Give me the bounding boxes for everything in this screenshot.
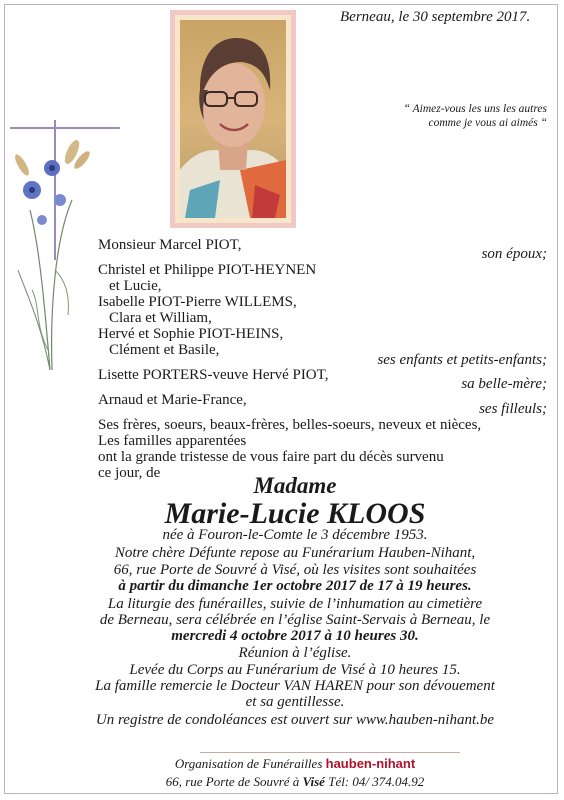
family-line: Arnaud et Marie-France, [98,392,247,408]
family-line: Clara et William, [109,310,212,326]
footer-organisation [60,756,530,772]
family-line: ce jour, de [98,465,161,481]
portrait-photo-frame [170,10,296,228]
detail-line: Levée du Corps au Funérarium de Visé à 10 heures 15. [129,662,461,678]
footer-divider [200,752,460,753]
detail-line: Réunion à l’église. [238,645,352,661]
family-relation: ses filleuls; [479,401,547,417]
family-relation: ses enfants et petits-enfants; [377,352,547,368]
family-line: Isabelle PIOT-Pierre WILLEMS, [98,294,297,310]
condolence-register: Un registre de condoléances est ouvert sur www.hauben-nihant.be [95,712,495,728]
footer-org-prefix: Organisation de Funérailles [174,756,323,771]
birth-line: née à Fouron-le-Comte le 3 décembre 1953. [162,527,428,543]
family-line: Christel et Philippe PIOT-HEYNEN [98,262,317,278]
family-relation: son époux; [481,246,547,262]
footer-street: 66, rue Porte de Souvré à [165,774,300,789]
footer-phone: Tél: 04/ 374.04.92 [328,774,425,789]
detail-line: Notre chère Défunte repose au Funérarium Hauben-Nihant, [114,545,476,561]
family-line: et Lucie, [109,278,162,294]
deceased-name: Marie-Lucie KLOOS [164,497,426,530]
detail-line: 66, rue Porte de Souvré à Visé, où les visites sont souhaitées [113,562,477,578]
family-line: Lisette PORTERS-veuve Hervé PIOT, [98,367,329,383]
place-date: Berneau, le 30 septembre 2017. [340,9,531,25]
family-line: Hervé et Sophie PIOT-HEINS, [98,326,284,342]
family-relation: sa belle-mère; [461,376,547,392]
brand-logo: hauben-nihant [325,756,416,771]
detail-line: La liturgie des funérailles, suivie de l’inhumation au cimetière [107,596,483,612]
funeral-datetime: mercredi 4 octobre 2017 à 10 heures 30. [171,628,419,644]
detail-line: de Berneau, sera célébrée en l’église Saint-Servais à Berneau, le [99,612,491,628]
detail-line: La famille remercie le Docteur VAN HAREN pour son dévouement [95,678,495,694]
family-line: Les familles apparentées [98,433,247,449]
family-line: Ses frères, soeurs, beaux-frères, belles-soeurs, neveux et nièces, [98,417,482,433]
family-line: Monsieur Marcel PIOT, [98,237,242,253]
family-line: ont la grande tristesse de vous faire part du décès survenu [98,449,444,465]
visit-hours: à partir du dimanche 1er octobre 2017 de 17 à 19 heures. [118,578,472,594]
detail-line: et sa gentillesse. [245,694,345,710]
quote-line-1: “ Aimez-vous les uns les autres [403,103,547,115]
footer-address [60,774,530,790]
footer-city: Visé [302,774,325,789]
quote-line-2: comme je vous ai aimés “ [428,117,547,129]
portrait-photo [180,20,286,218]
deceased-title: Madame [253,473,337,498]
family-line: Clément et Basile, [109,342,220,358]
